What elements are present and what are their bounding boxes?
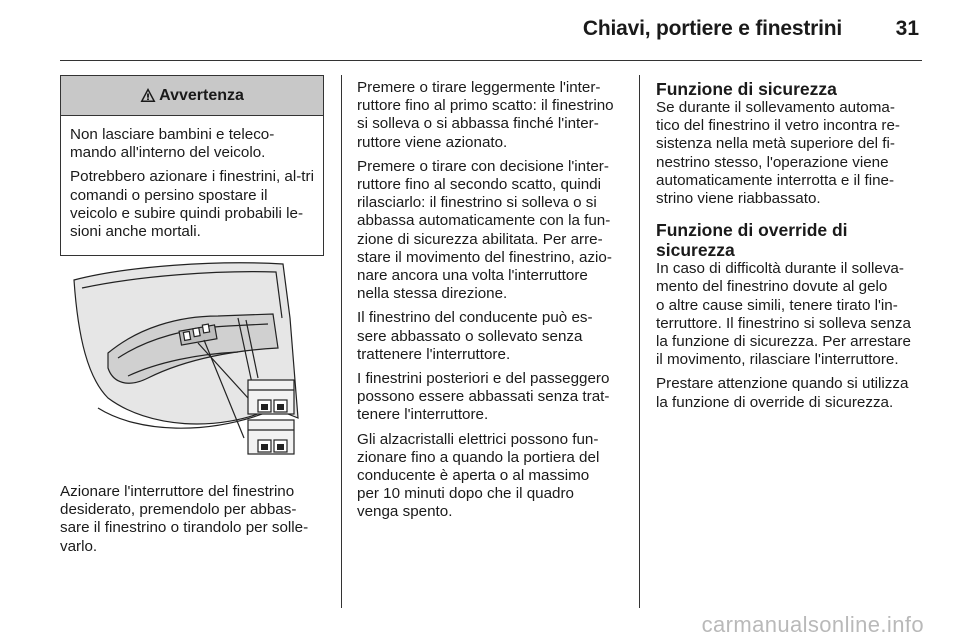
- text-line: zione di sicurezza abilitata. Per arre-: [357, 230, 603, 248]
- warning-triangle-icon: [140, 87, 156, 103]
- text-line: Prestare attenzione quando si utilizza: [656, 375, 909, 393]
- right-column: [656, 79, 926, 418]
- caption-line: desiderato, premendolo per abbas-: [60, 501, 297, 519]
- text-line: Gli alzacristalli elettrici possono fun-: [357, 430, 599, 448]
- text-line: il movimento, rilasciare l'interruttore.: [656, 351, 899, 369]
- caption-line: varlo.: [60, 537, 98, 555]
- caption-line: Azionare l'interruttore del finestrino: [60, 483, 295, 500]
- middle-paragraph-1: [357, 79, 635, 152]
- text-line: sere abbassato o sollevato senza: [357, 327, 583, 345]
- text-line: zionare fino a quando la portiera del: [357, 448, 600, 466]
- text-line: I finestrini posteriori e del passeggero: [357, 370, 610, 388]
- text-line: Premere o tirare con decisione l'inter-: [357, 157, 609, 175]
- text-line: terruttore. Il finestrino si solleva senza: [656, 314, 911, 332]
- middle-paragraph-4: [357, 370, 635, 425]
- page-number: 31: [895, 17, 919, 40]
- safety-paragraph: [656, 99, 926, 208]
- text-line: ruttore fino al secondo scatto, quindi: [357, 176, 601, 194]
- text-line: sistenza nella metà superiore del fi-: [656, 135, 895, 153]
- warning-box: [60, 75, 324, 256]
- middle-paragraph-2: [357, 158, 635, 304]
- override-paragraph-2: [656, 375, 926, 411]
- text-line: In caso di difficoltà durante il solleva-: [656, 260, 904, 278]
- title-line: sicurezza: [656, 240, 735, 261]
- text-line: nestrino stesso, l'operazione viene: [656, 153, 889, 171]
- warning-header: [61, 76, 323, 116]
- text-line: ruttore viene azionato.: [357, 133, 508, 151]
- text-line: conducente è aperta o al massimo: [357, 467, 590, 485]
- text-line: possono essere abbassati senza trat-: [357, 388, 610, 406]
- text-line: automaticamente interrotta e il fine-: [656, 171, 895, 189]
- middle-paragraph-3: [357, 309, 635, 364]
- page-header-title: Chiavi, portiere e finestrini: [582, 17, 842, 40]
- override-paragraph-1: [656, 260, 926, 369]
- text-line: nella stessa direzione.: [357, 285, 508, 303]
- header-rule: [60, 60, 922, 61]
- warning-title: Avvertenza: [159, 87, 244, 104]
- watermark: carmanualsonline.info: [701, 612, 924, 637]
- text-line: rilasciarlo: il finestrino si solleva o si: [357, 194, 597, 212]
- title-line: Funzione di override di: [656, 220, 848, 241]
- text-line: mento del finestrino dovute al gelo: [656, 278, 888, 296]
- text-line: o altre cause simili, tenere tirato l'in-: [656, 296, 898, 314]
- left-caption: [60, 483, 330, 556]
- text-line: tico del finestrino il vetro incontra re-: [656, 117, 900, 135]
- text-line: Premere o tirare leggermente l'inter-: [357, 79, 601, 96]
- column-divider-left: [341, 75, 342, 608]
- warning-body: [61, 116, 323, 255]
- door-window-switch-illustration: [68, 258, 308, 463]
- text-line: tenere l'interruttore.: [357, 406, 489, 424]
- text-line: si solleva o si abbassa finché l'inter-: [357, 115, 599, 133]
- text-line: la funzione di sicurezza. Per arrestare: [656, 333, 911, 351]
- warning-paragraph: Non lasciare bambini e teleco-mando all'interno del veicolo.: [70, 126, 275, 162]
- text-line: la funzione di override di sicurezza.: [656, 393, 894, 411]
- warning-paragraph: Potrebbero azionare i finestrini, al-tri comandi o persino spostare il veicolo e subire quindi probabili le-sioni anche mortali.: [70, 168, 314, 241]
- text-line: Il finestrino del conducente può es-: [357, 309, 593, 327]
- text-line: strino viene riabbassato.: [656, 190, 821, 208]
- text-line: per 10 minuti dopo che il quadro: [357, 485, 574, 503]
- middle-column: [357, 79, 635, 528]
- section-title-safety: Funzione di sicurezza: [656, 79, 837, 99]
- caption-line: sare il finestrino o tirandolo per solle-: [60, 519, 309, 537]
- text-line: trattenere l'interruttore.: [357, 345, 511, 363]
- middle-paragraph-5: [357, 431, 635, 522]
- section-title-override: [656, 220, 926, 260]
- text-line: venga spento.: [357, 503, 453, 521]
- column-divider-right: [639, 75, 640, 608]
- text-line: nare ancora una volta l'interruttore: [357, 267, 588, 285]
- text-line: Se durante il sollevamento automa-: [656, 99, 895, 116]
- text-line: abbassa automaticamente con la fun-: [357, 212, 611, 230]
- text-line: stare il movimento del finestrino, azio-: [357, 248, 612, 266]
- text-line: ruttore fino al primo scatto: il finestrino: [357, 97, 614, 115]
